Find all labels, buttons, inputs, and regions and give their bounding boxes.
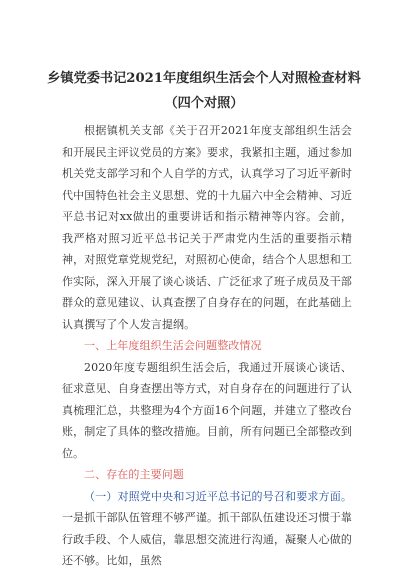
rectification-paragraph: 2020年度专题组织生活会后，我通过开展谈心谈话、征求意见、自身查摆出等方式，对自身存在的问题进行了认真梳理汇总，共整理为4个方面16个问题，并建立了整改台账，制定了具体的整改措施。目前，所有问题已全部整改到位。	[62, 360, 352, 460]
problems-paragraph	[62, 486, 352, 572]
document-body	[62, 120, 352, 572]
section-heading-2: 二、存在的主要问题	[84, 468, 184, 481]
document-title: 乡镇党委书记2021年度组织生活会个人对照检查材料（四个对照）	[47, 71, 361, 111]
intro-paragraph: 根据镇机关支部《关于召开2021年度支部组织生活会和开展民主评议党员的方案》要求，我紧扣主题，通过参加机关党支部学习和个人自学的方式，认真学习了习近平新时代中国特色社会主义思想、党的十九届六中全会精神、习近平总书记对xx做出的重要讲话和指示精神等内容。会前，我严格对照习近平总书记关于严肃党内生活的重要指示精神，对照党章党规党纪，对照初心使命，结合个人思想和工作实际，深入开展了谈心谈话、广泛征求了班子成员及干部群众的意见建议、认真查摆了自身存在的问题，在此基础上认真撰写了个人发言提纲。	[62, 124, 352, 331]
problems-text: 一是抓干部队伍管理不够严谨。抓干部队伍建设还习惯于靠行政手段、个人威信，靠思想交流进行沟通，凝聚人心做的还不够。比如，虽然	[62, 511, 352, 567]
section-heading-1: 一、上年度组织生活会问题整改情况	[84, 339, 262, 352]
subheading-highlight: （一）对照党中央和习近平总书记的号召和要求方面。	[84, 489, 352, 503]
